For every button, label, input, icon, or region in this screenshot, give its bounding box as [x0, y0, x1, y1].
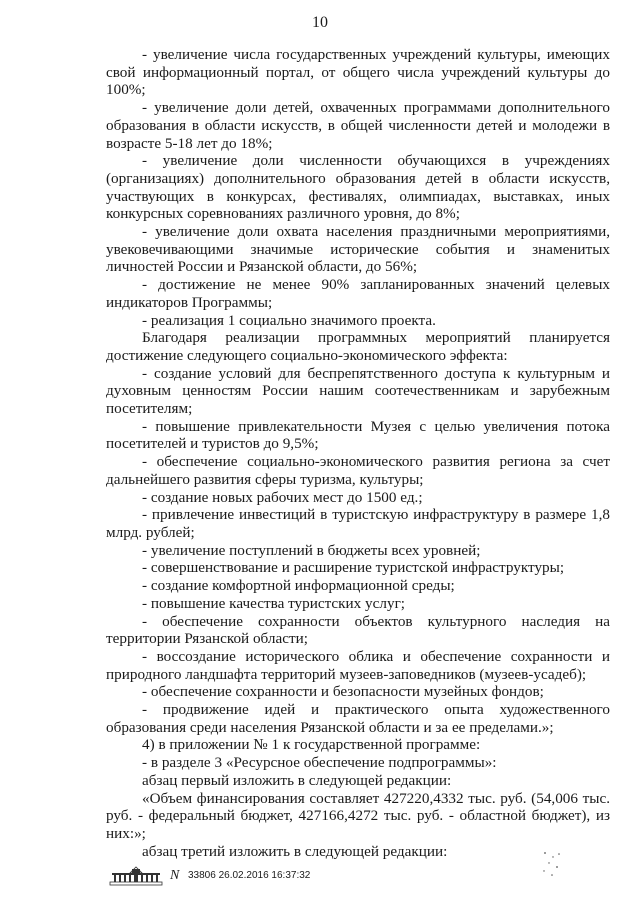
- paragraph: - обеспечение социально-экономического развития региона за счет дальнейшего развития сферы туризма, культуры;: [106, 453, 610, 488]
- paragraph: - привлечение инвестиций в туристскую инфраструктуру в размере 1,8 млрд. рублей;: [106, 506, 610, 541]
- paragraph: - обеспечение сохранности и безопасности музейных фондов;: [142, 683, 544, 701]
- paragraph: 4) в приложении № 1 к государственной программе:: [142, 736, 481, 754]
- paragraph: - создание условий для беспрепятственного доступа к культурным и духовным ценностям России нашим соотечественникам и зарубежным посетителям;: [106, 364, 610, 418]
- paragraph: - увеличение доли охвата населения праздничными мероприятиями, увековечивающими значимые исторические события и знаменитых личностей России и Рязанской области, до 56%;: [106, 223, 610, 276]
- paragraph: - увеличение поступлений в бюджеты всех уровней;: [142, 541, 481, 559]
- paragraph: - обеспечение сохранности объектов культурного наследия на территории Рязанской области;: [106, 612, 610, 648]
- document-body: [106, 46, 610, 860]
- paragraph: - создание комфортной информационной среды;: [142, 577, 455, 595]
- paragraph: - увеличение доли детей, охваченных программами дополнительного образования в области искусств, в общей численности детей и молодежи в возрасте 5-18 лет до 18%;: [106, 99, 610, 152]
- paragraph: - увеличение доли численности обучающихся в учреждениях (организациях) дополнительного образования детей в области искусств, участвующих в конкурсах, фестивалях, олимпиадах, выставках, иных конкурсных соревнованиях различного уровня, до 8%;: [106, 152, 610, 223]
- paragraph: - повышение качества туристских услуг;: [142, 594, 406, 612]
- government-building-logo: [108, 864, 164, 886]
- document-footer: [108, 864, 528, 890]
- paragraph: - создание новых рабочих мест до 1500 ед.;: [142, 488, 423, 506]
- paragraph: - совершенствование и расширение туристской инфраструктуры;: [142, 559, 565, 577]
- paragraph: - реализация 1 социально значимого проекта.: [142, 311, 436, 329]
- document-number-sign: N: [170, 868, 180, 883]
- paragraph: - достижение не менее 90% запланированных значений целевых индикаторов Программы;: [106, 276, 610, 311]
- registration-stamp: 33806 26.02.2016 16:37:32: [188, 870, 311, 881]
- paragraph: «Объем финансирования составляет 427220,4332 тыс. руб. (54,006 тыс. руб. - федеральный бюджет, 427166,4272 тыс. руб. - областной бюджет), из них:»;: [106, 789, 610, 842]
- scan-artifact-marks: [535, 845, 575, 885]
- paragraph: - повышение привлекательности Музея с целью увеличения потока посетителей и туристов до 9,5%;: [106, 417, 610, 453]
- paragraph: абзац третий изложить в следующей редакции:: [142, 842, 448, 860]
- paragraph: абзац первый изложить в следующей редакции:: [142, 771, 452, 789]
- page-number: 10: [312, 14, 328, 31]
- paragraph: - воссоздание исторического облика и обеспечение сохранности и природного ландшафта территорий музеев-заповедников (музеев-усадеб);: [106, 647, 610, 683]
- paragraph: Благодаря реализации программных мероприятий планируется достижение следующего социально-экономического эффекта:: [106, 329, 610, 364]
- paragraph: - увеличение числа государственных учреждений культуры, имеющих свой информационный портал, от общего числа учреждений культуры до 100%;: [106, 46, 610, 99]
- paragraph: - в разделе 3 «Ресурсное обеспечение подпрограммы»:: [142, 754, 497, 772]
- paragraph: - продвижение идей и практического опыта художественного образования среди населения Рязанской области и за ее пределами.»;: [106, 701, 610, 736]
